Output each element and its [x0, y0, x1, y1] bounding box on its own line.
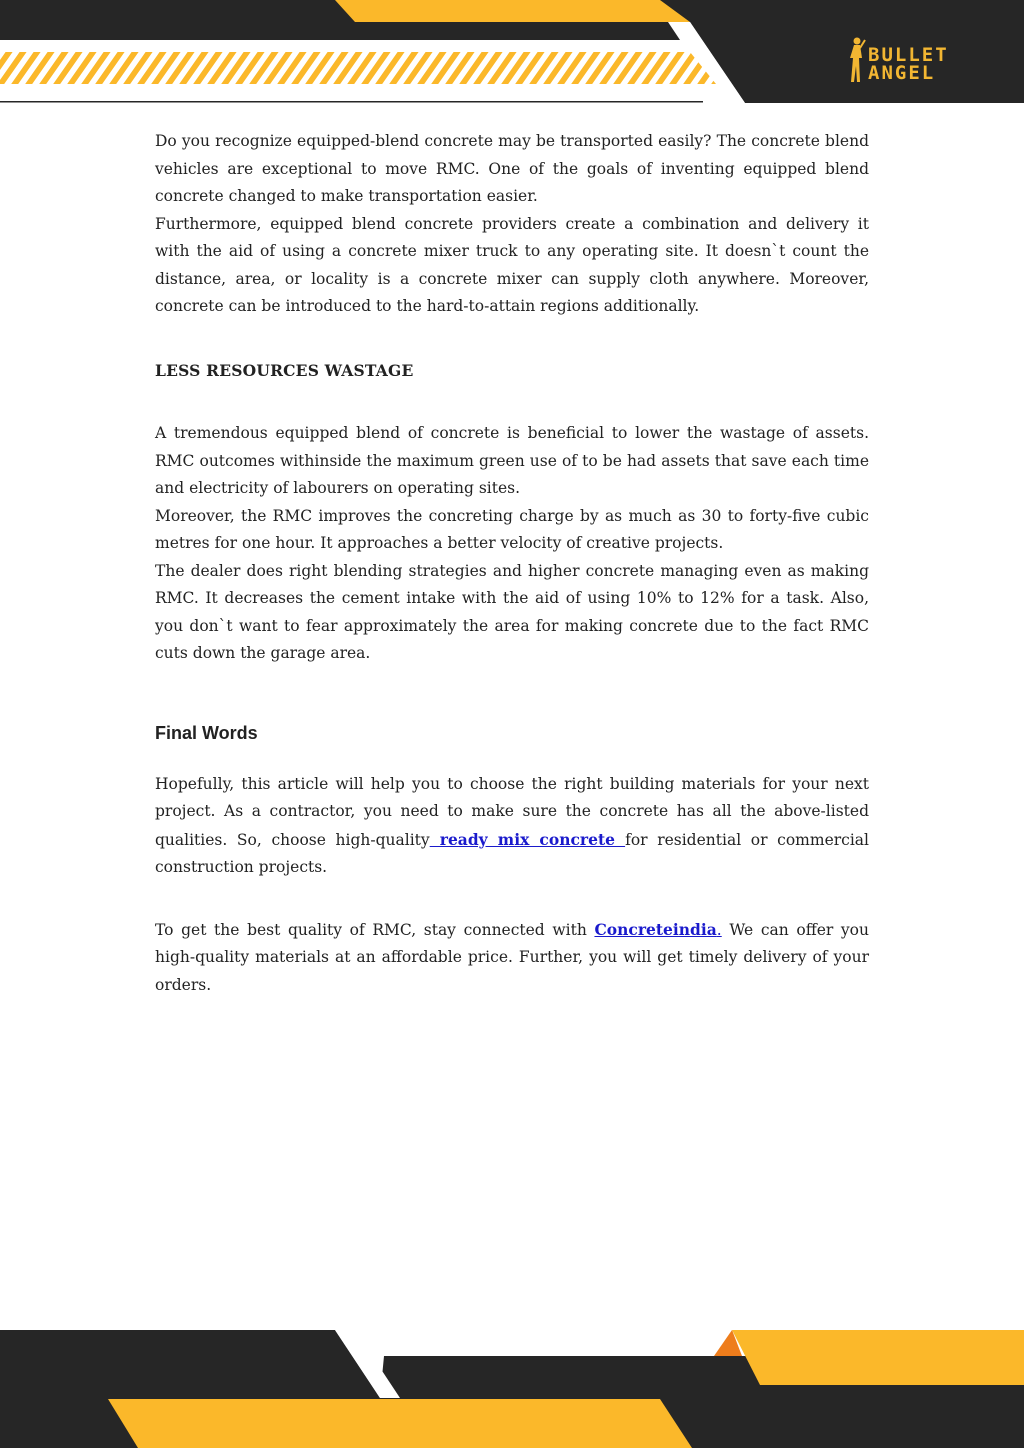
- paragraph-delivery: Furthermore, equipped blend concrete providers create a combination and delivery it with the aid of using a concrete mixer truck to any operating site. It doesn`t count the distance, area, or locality is a concrete mixer can supply cloth anywhere. Moreover, concrete can be introduced to the hard-to-attain regions additionally.: [155, 214, 869, 315]
- concreteindia-link[interactable]: Concreteindia: [594, 919, 717, 939]
- footer-decoration: [0, 1328, 1024, 1448]
- conclusion-text-before: Hopefully, this article will help you to choose the right building materials for your next project. As a contractor, you need to make sure the concrete has all the above-listed qualities. So, choose high-quality: [155, 774, 869, 849]
- logo-text-line2: ANGEL: [868, 62, 936, 84]
- concreteindia-link-dot[interactable]: .: [716, 920, 722, 939]
- conclusion-text-after: for residential or commercial construction projects.: [155, 830, 869, 876]
- brand-logo: [848, 36, 978, 86]
- article-body: [155, 128, 869, 999]
- paragraph-conclusion: [155, 771, 869, 882]
- paragraph-contact: [155, 916, 869, 1000]
- heading-final-words: Final Words: [155, 722, 258, 743]
- heading-less-resources: LESS RESOURCES WASTAGE: [155, 360, 414, 380]
- ready-mix-concrete-link[interactable]: ready mix concrete: [429, 829, 626, 849]
- contact-text-after: We can offer you high-quality materials at an affordable price. Further, you will get timely delivery of your orders.: [155, 920, 870, 994]
- contact-text-before: To get the best quality of RMC, stay connected with: [155, 920, 595, 939]
- paragraph-transport: Do you recognize equipped-blend concrete may be transported easily? The concrete blend vehicles are exceptional to move RMC. One of the goals of inventing equipped blend concrete changed to make transportation easier.: [155, 132, 869, 205]
- paragraph-blending: The dealer does right blending strategies and higher concrete managing even as making RMC. It decreases the cement intake with the aid of using 10% to 12% for a task. Also, you don`t want to fear approximately the area for making concrete due to the fact RMC cuts down the garage area.: [155, 561, 869, 662]
- paragraph-concreting-charge: Moreover, the RMC improves the concreting charge by as much as 30 to forty-five cubic metres for one hour. It approaches a better velocity of creative projects.: [155, 506, 869, 552]
- paragraph-wastage: A tremendous equipped blend of concrete is beneficial to lower the wastage of assets. RMC outcomes withinside the maximum green use of to be had assets that save each time and electricity of labourers on operating sites.: [155, 424, 869, 497]
- logo-figure-icon: [848, 36, 866, 84]
- logo-text-line1: BULLET: [868, 44, 949, 66]
